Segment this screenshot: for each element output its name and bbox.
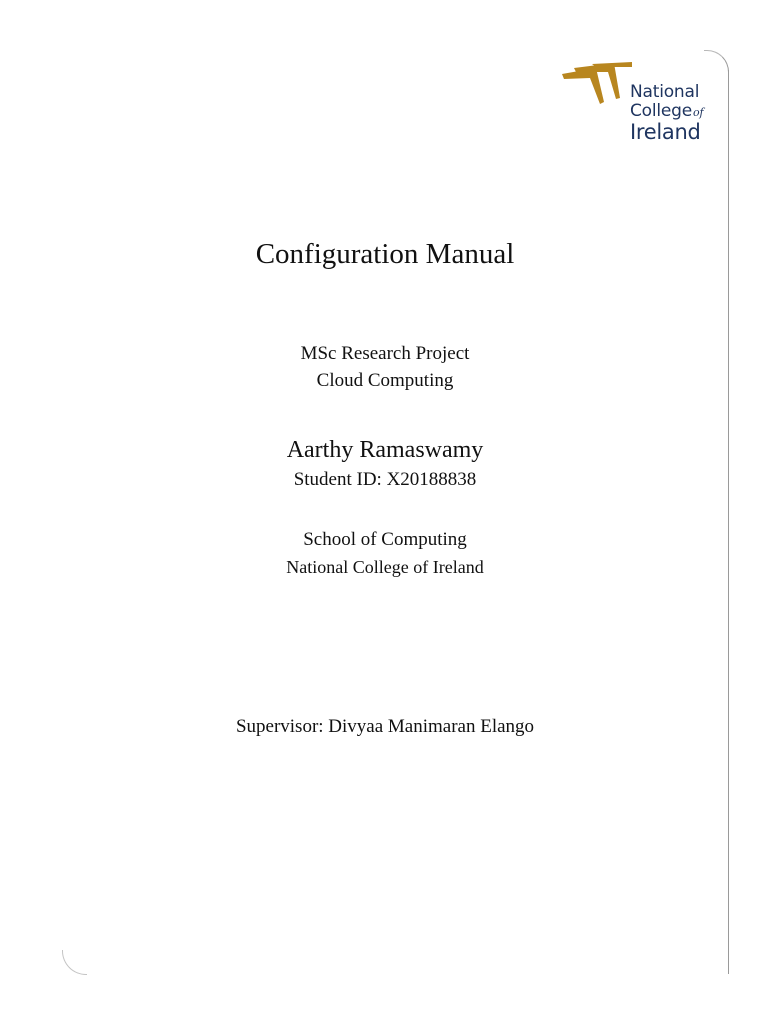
- logo-line-national: National: [630, 82, 700, 102]
- author-name: Aarthy Ramaswamy: [286, 437, 484, 463]
- supervisor-name: Supervisor: Divyaa Manimaran Elango: [235, 716, 535, 737]
- student-id: Student ID: X20188838: [293, 469, 477, 490]
- program-name: MSc Research Project: [300, 343, 470, 364]
- logo-line-college: [630, 103, 703, 120]
- college-name: National College of Ireland: [286, 557, 484, 577]
- college-logo-mark-icon: [562, 62, 634, 106]
- logo-line-ireland: Ireland: [630, 120, 701, 144]
- logo-college-word: College: [630, 101, 693, 121]
- logo-of-word: of: [693, 106, 704, 119]
- page-edge-right: [728, 70, 729, 974]
- document-title: Configuration Manual: [255, 238, 515, 270]
- school-name: School of Computing: [303, 529, 467, 550]
- page-corner-bottom-left: [62, 950, 87, 975]
- college-logo-text: [630, 84, 703, 143]
- college-logo: [562, 62, 722, 158]
- course-name: Cloud Computing: [316, 370, 454, 391]
